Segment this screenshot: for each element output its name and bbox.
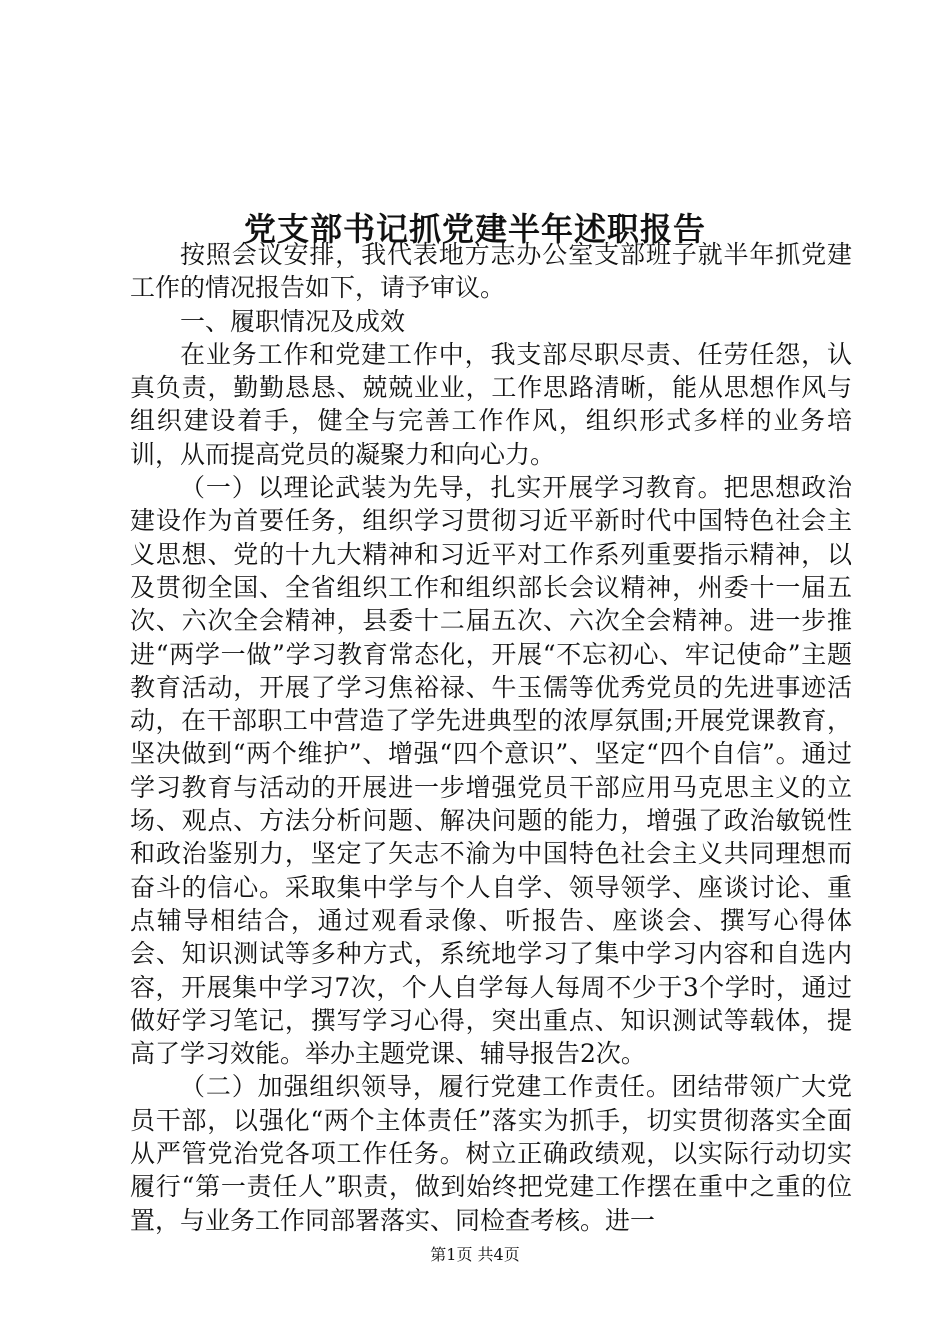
- page-footer: 第1页 共4页: [430, 1245, 520, 1264]
- document-title: 党支部书记抓党建半年述职报告: [243, 210, 706, 249]
- document-body: [130, 238, 852, 1237]
- paragraph-intro: 按照会议安排，我代表地方志办公室支部班子就半年抓党建工作的情况报告如下，请予审议。: [130, 240, 852, 303]
- paragraph-performance: 在业务工作和党建工作中，我支部尽职尽责、任劳任怨，认真负责，勤勤恳恳、兢兢业业，工作思路清晰，能从思想作风与组织建设着手，健全与完善工作作风，组织形式多样的业务培训，从而提高党员的凝聚力和向心力。: [130, 339, 852, 469]
- section-heading-1: 一、履职情况及成效: [180, 306, 406, 336]
- paragraph-theory-study: （一）以理论武装为先导，扎实开展学习教育。把思想政治建设作为首要任务，组织学习贯彻习近平新时代中国特色社会主义思想、党的十九大精神和习近平对工作系列重要指示精神，以及贯彻全国、全省组织工作和组织部长会议精神，州委十一届五次、六次全会精神，县委十二届五次、六次全会精神。进一步推进“两学一做”学习教育常态化，开展“不忘初心、牢记使命”主题教育活动，开展了学习焦裕禄、牛玉儒等优秀党员的先进事迹活动，在干部职工中营造了学先进典型的浓厚氛围;开展党课教育，坚决做到“两个维护”、增强“四个意识”、坚定“四个自信”。通过学习教育与活动的开展进一步增强党员干部应用马克思主义的立场、观点、方法分析问题、解决问题的能力，增强了政治敏锐性和政治鉴别力，坚定了矢志不渝为中国特色社会主义共同理想而奋斗的信心。采取集中学与个人自学、领导领学、座谈讨论、重点辅导相结合，通过观看录像、听报告、座谈会、撰写心得体会、知识测试等多种方式，系统地学习了集中学习内容和自选内容，开展集中学习7次，个人自学每人每周不少于3个学时，通过做好学习笔记，撰写学习心得，突出重点、知识测试等载体，提高了学习效能。举办主题党课、辅导报告2次。: [130, 473, 852, 1069]
- paragraph-organization-leadership: （二）加强组织领导，履行党建工作责任。团结带领广大党员干部，以强化“两个主体责任”落实为抓手，切实贯彻落实全面从严管党治党各项工作任务。树立正确政绩观，以实际行动切实履行“第一责任人”职责，做到始终把党建工作摆在重中之重的位置，与业务工作同部署落实、同检查考核。进一: [130, 1072, 852, 1235]
